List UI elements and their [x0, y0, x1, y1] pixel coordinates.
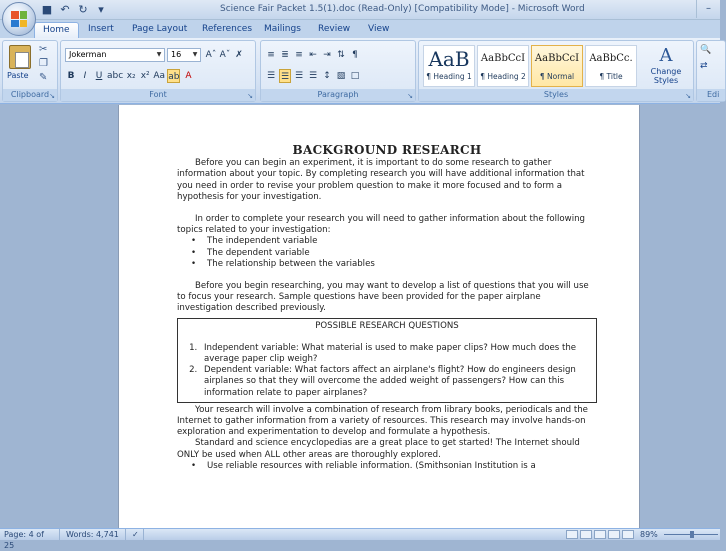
page-count[interactable]: Page: 4 of 25	[0, 529, 60, 540]
styles-group-label: Styles	[419, 89, 693, 101]
ribbon	[0, 38, 720, 104]
align-left-icon[interactable]: ☰	[266, 71, 276, 81]
document-area[interactable]	[0, 105, 720, 528]
tab-review[interactable]: Review	[318, 24, 351, 34]
change-styles-button[interactable]	[641, 45, 691, 89]
outline-icon[interactable]	[608, 530, 620, 539]
style-title[interactable]	[585, 45, 637, 87]
window-title: Science Fair Packet 1.5(1).doc (Read-Only) [Compatibility Mode] - Microsoft Word	[220, 4, 585, 14]
save-icon[interactable]: ■	[41, 3, 53, 16]
align-right-icon[interactable]: ☰	[294, 71, 304, 81]
style-name: ¶ Heading 2	[480, 72, 526, 81]
paragraph: Before you can begin an experiment, it is important to do some research to gather information about your topic. By completing research you will have additional information that you need in order to revise your problem question to make it more focused and to form a hypothesis for your investigation.	[177, 158, 585, 202]
customize-toolbar-icon[interactable]: ▾	[98, 3, 104, 16]
paragraph-group-label: Paragraph	[261, 89, 415, 101]
change-styles-label: Change Styles	[650, 67, 682, 85]
minimize-button[interactable]: –	[696, 0, 720, 18]
font-format-buttons	[65, 69, 194, 83]
chevron-down-icon: ▼	[192, 51, 198, 58]
ribbon-tabs	[0, 20, 720, 38]
topics-list	[191, 236, 597, 270]
editing-group	[696, 40, 726, 102]
print-layout-icon[interactable]	[566, 530, 578, 539]
font-size-select[interactable]	[167, 48, 201, 62]
paste-label[interactable]: Paste	[7, 71, 29, 80]
grow-font-icon[interactable]: Aˆ	[205, 50, 217, 60]
dialog-launcher-icon[interactable]: ↘	[407, 92, 413, 100]
shrink-font-icon[interactable]: Aˇ	[219, 50, 231, 60]
paragraph: Before you begin researching, you may want to develop a list of questions that you will use to focus your research. Sample questions have been provided for the paper airplane investigation described previously.	[177, 281, 589, 314]
tab-view[interactable]: View	[368, 24, 390, 34]
dialog-launcher-icon[interactable]: ↘	[685, 92, 691, 100]
quick-access-toolbar	[40, 3, 108, 17]
style-sample: AaBbCcI	[534, 53, 580, 64]
paragraph-group	[260, 40, 416, 102]
office-logo-icon	[11, 11, 27, 27]
chevron-down-icon: ▼	[156, 51, 162, 58]
paragraph: Standard and science encyclopedias are a great place to get started! The Internet should ONLY be used when ALL other areas are thoroughly explored.	[177, 438, 580, 460]
find-icon[interactable]: 🔍	[700, 45, 712, 55]
cut-icon[interactable]: ✂	[39, 44, 48, 55]
format-painter-icon[interactable]: ✎	[39, 72, 48, 83]
zoom-level[interactable]: 89%	[640, 530, 658, 539]
list-item: • The independent variable	[191, 236, 597, 247]
highlight-color-icon[interactable]: ab	[167, 69, 180, 83]
tab-home[interactable]: Home	[34, 22, 79, 38]
paragraph-list-buttons	[265, 48, 361, 62]
box-title: POSSIBLE RESEARCH QUESTIONS	[315, 320, 459, 331]
change-styles-icon: A	[659, 45, 673, 66]
editing-group-label: Edi	[697, 89, 725, 101]
shading-icon[interactable]: ▧	[336, 71, 346, 81]
paragraph: Your research will involve a combination of research from library books, periodicals and the Internet to gather information from a variety of resources. This research may involve hands-on exploration and experimentation to develop and formulate a hypothesis.	[177, 404, 588, 438]
undo-icon[interactable]: ↶	[60, 3, 70, 16]
font-size-buttons	[205, 48, 245, 62]
superscript-icon[interactable]: x²	[140, 71, 150, 81]
change-case-icon[interactable]: Aa	[153, 71, 166, 81]
sort-icon[interactable]: ⇅	[337, 50, 345, 60]
styles-group	[418, 40, 694, 102]
replace-icon[interactable]: ⇄	[700, 61, 708, 71]
full-screen-reading-icon[interactable]	[580, 530, 592, 539]
paragraph-align-buttons	[265, 69, 361, 83]
list-item: 1. Independent variable: What material is used to make paper clips? How much does the average paper clip weigh?	[200, 343, 592, 365]
show-marks-icon[interactable]: ¶	[352, 50, 358, 60]
word-count[interactable]: Words: 4,741	[62, 529, 126, 540]
multilevel-list-icon[interactable]: ≡	[295, 50, 303, 60]
status-bar	[0, 528, 720, 550]
numbering-icon[interactable]: ≣	[281, 50, 289, 60]
tab-mailings[interactable]: Mailings	[264, 24, 301, 34]
line-spacing-icon[interactable]: ↕	[323, 71, 331, 81]
style-sample: AaBbCc.	[589, 53, 633, 64]
view-buttons	[566, 530, 634, 539]
font-group-label: Font	[61, 89, 255, 101]
align-center-icon[interactable]: ☰	[279, 69, 291, 83]
list-item: • The dependent variable	[191, 248, 597, 259]
list-item: • The relationship between the variables	[191, 259, 597, 270]
resource-list	[191, 461, 597, 472]
document-heading: BACKGROUND RESEARCH	[292, 143, 482, 157]
zoom-slider-handle[interactable]	[690, 531, 694, 538]
dialog-launcher-icon[interactable]: ↘	[247, 92, 253, 100]
style-name: ¶ Title	[599, 72, 623, 81]
style-heading-2[interactable]	[477, 45, 529, 87]
bullets-icon[interactable]: ≡	[267, 50, 275, 60]
paste-icon[interactable]	[9, 45, 31, 69]
clear-formatting-icon[interactable]: ✗	[235, 50, 243, 60]
borders-icon[interactable]: □	[350, 71, 360, 81]
questions-list	[200, 343, 592, 399]
underline-icon[interactable]: U	[95, 71, 103, 81]
decrease-indent-icon[interactable]: ⇤	[309, 50, 317, 60]
tab-page-layout[interactable]: Page Layout	[132, 24, 188, 34]
font-group	[60, 40, 256, 102]
clipboard-group-label: Clipboard	[3, 89, 57, 101]
office-button[interactable]	[2, 2, 36, 36]
copy-icon[interactable]: ❐	[39, 58, 48, 69]
style-normal[interactable]	[531, 45, 583, 87]
research-questions-box	[177, 318, 597, 403]
italic-icon[interactable]: I	[83, 71, 87, 81]
font-size-value: 16	[171, 50, 182, 59]
tab-references[interactable]: References	[202, 24, 253, 34]
subscript-icon[interactable]: x₂	[126, 71, 136, 81]
style-name: ¶ Normal	[539, 72, 575, 81]
draft-icon[interactable]	[622, 530, 634, 539]
paragraph: In order to complete your research you will need to gather information about the following topics related to your investigation:	[177, 214, 585, 236]
font-color-icon[interactable]: A	[185, 71, 192, 81]
list-item: 2. Dependent variable: What factors affect an airplane's flight? How do engineers design airplanes so that they will overcome the added weight of passengers? How can this information relate to paper airplanes?	[200, 365, 592, 399]
web-layout-icon[interactable]	[594, 530, 606, 539]
style-name: ¶ Heading 1	[426, 72, 472, 81]
dialog-launcher-icon[interactable]: ↘	[49, 92, 55, 100]
increase-indent-icon[interactable]: ⇥	[323, 50, 331, 60]
font-family-value: Jokerman	[69, 50, 107, 59]
strikethrough-icon[interactable]: abc	[107, 71, 124, 81]
redo-icon[interactable]: ↻	[78, 3, 88, 16]
bold-icon[interactable]: B	[67, 71, 75, 81]
style-heading-1[interactable]	[423, 45, 475, 87]
document-page[interactable]	[118, 105, 640, 535]
style-sample: AaBbCcI	[480, 53, 526, 64]
window-controls	[696, 0, 720, 18]
title-bar	[0, 0, 720, 20]
font-family-select[interactable]	[65, 48, 165, 62]
document-body	[177, 145, 597, 483]
clipboard-group	[2, 40, 58, 102]
tab-insert[interactable]: Insert	[88, 24, 114, 34]
proofing-icon[interactable]: ✓	[128, 529, 144, 540]
list-item: • Use reliable resources with reliable information. (Smithsonian Institution is a	[191, 461, 597, 472]
justify-icon[interactable]: ☰	[308, 71, 318, 81]
style-sample: AaB	[428, 47, 470, 71]
